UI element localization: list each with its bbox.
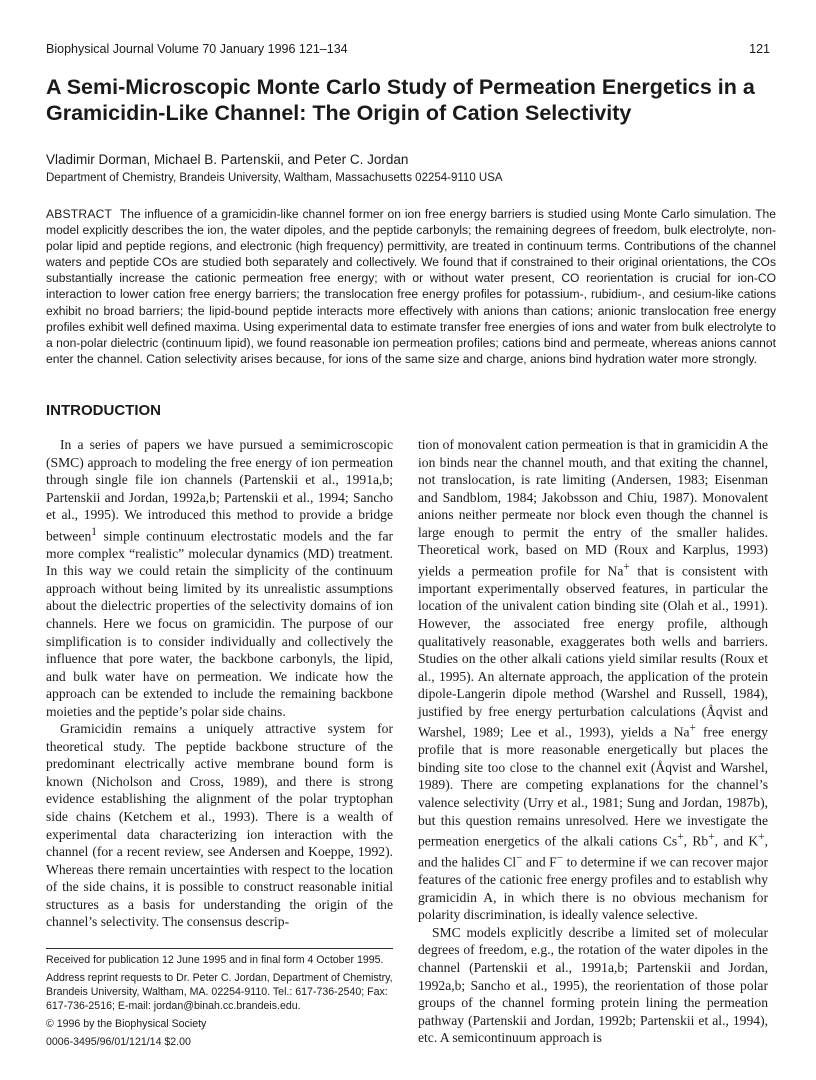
- article-title: A Semi-Microscopic Monte Carlo Study of Permeation Energetics in a Gramicidin-Like Channel: The Origin of Cation Selectivity: [46, 75, 755, 125]
- section-heading-introduction: INTRODUCTION: [46, 402, 161, 419]
- superscript: −: [516, 852, 523, 865]
- left-column: [46, 436, 393, 931]
- paragraph-text: free energy profile that is more reasonable energetically but places the binding site too close to the channel exit (Åqvist and Warshel, 1989). There are competing explanations for the channel’s valence selectivity (Urry et al., 1981; Sung and Jordan, 1987b), but this question remains unresolved. Here we investigate the permeation energetics of the alkali cations Cs: [418, 724, 768, 849]
- received-date-note: Received for publication 12 June 1995 and in final form 4 October 1995.: [46, 954, 384, 966]
- paragraph-text: and F: [522, 854, 557, 870]
- footnote-divider: [46, 948, 393, 949]
- paragraph: SMC models explicitly describe a limited set of molecular degrees of freedom, e.g., the rotation of the water dipoles in the channel (Partenskii et al., 1991a,b; Partenskii and Jordan, 1992a,b; Sancho et al., 1995), the reorientation of those polar groups of the channel forming protein lining the permeation pathway (Partenskii and Jordan, 1992b; Partenskii et al., 1994), etc. A semicontinuum approach is: [418, 924, 768, 1046]
- page-number: 121: [749, 42, 770, 56]
- author-list: Vladimir Dorman, Michael B. Partenskii, and Peter C. Jordan: [46, 152, 409, 167]
- superscript: +: [758, 831, 765, 844]
- superscript: +: [623, 560, 630, 573]
- superscript: +: [677, 831, 684, 844]
- paragraph-text: to determine if we can recover major features of the cationic free energy profiles and to establish why gramicidin A, in which there is no obvious mechanism for polarity discrimination, is ideally valence selective.: [418, 854, 769, 923]
- superscript: +: [689, 722, 696, 735]
- running-head: [46, 42, 770, 60]
- paragraph: [418, 436, 768, 924]
- superscript: +: [708, 831, 715, 844]
- paragraph: Gramicidin remains a uniquely attractive system for theoretical study. The peptide backbone structure of the predominant electrically active membrane bound form is known (Nicholson and Cross, 1989), and there is strong evidence establishing the alignment of the polar tryptophan side chains (Ketchem et al., 1993). There is a wealth of experimental data characterizing ion interaction with the channel (for a recent review, see Andersen and Koeppe, 1992). Whereas there remain uncertainties with respect to the location of the side chains, it is possible to construct reasonable initial structures as a basis for understanding the origin of the channel’s selectivity. The consensus descrip-: [46, 721, 393, 930]
- footnotes: [46, 953, 393, 1053]
- footnote-marker: 1: [91, 525, 97, 538]
- paragraph-text: , and K: [714, 833, 759, 849]
- abstract-label: ABSTRACT: [46, 207, 113, 221]
- abstract-text: The influence of a gramicidin-like channel former on ion free energy barriers is studied using Monte Carlo simulation. The model explicitly describes the ion, the water dipoles, and the peptide carbonyls; the remaining degrees of freedom, bulk electrolyte, non-polar lipid and peptide regions, and electronic (high frequency) permittivity, are treated in continuum terms. Contributions of the channel waters and peptide COs are studied both separately and collectively. We found that if constrained to their original orientations, the COs substantially increase the cationic permeation free energy; with or without water present, CO reorientation is crucial for ion-CO interaction to lower cation free energy barriers; the translocation free energy profiles for potassium-, rubidium-, and cesium-like cations exhibit no broad barriers; the lipid-bound peptide interacts more effectively with anions than cations; anionic translocation free energy profiles exhibit well defined maxima. Using experimental data to estimate transfer free energies of ions and water from bulk electrolyte to a non-polar dielectric (continuum lipid), we found reasonable ion permeation profiles; cations bind and permeate, whereas anions cannot enter the channel. Cation selectivity arises because, for ions of the same size and charge, anions bind hydration water more strongly.: [46, 207, 776, 366]
- paragraph-text: In a series of papers we have pursued a semimicroscopic (SMC) approach to modeling the free energy of ion permeation through single file ion channels (Partenskii et al., 1991a,b; Partenskii and Jordan, 1992a,b; Partenskii et al., 1994; Sancho et al., 1995). We introduced this method to provide a bridge between: [46, 437, 393, 544]
- publication-code: 0006-3495/96/01/121/14 $2.00: [46, 1036, 191, 1048]
- right-column: [418, 436, 768, 1047]
- author-affiliation: Department of Chemistry, Brandeis University, Waltham, Massachusetts 02254-9110 USA: [46, 172, 503, 184]
- paragraph-text: that is consistent with important experimentally observed features, in particular the location of the univalent cation binding site (Olah et al., 1991). However, the associated free energy profile, although qualitatively reasonable, exaggerates both wells and barriers. Studies on the other alkali cations yield similar results (Roux et al., 1995). An alternate approach, the application of the protein dipole-Langerin dipole method (Warshel and Russell, 1984), justified by free energy perturbation calculations (Åqvist and Warshel, 1989; Lee et al., 1993), yields a Na: [418, 563, 769, 740]
- paragraph-text: , Rb: [683, 833, 709, 849]
- superscript: −: [556, 852, 564, 865]
- reprint-address-note: Address reprint requests to Dr. Peter C. Jordan, Department of Chemistry, Brandeis University, Waltham, MA. 02254-9110. Tel.: 617-736-2540; Fax: 617-736-2516; E-mail: jordan@binah.cc.brandeis.edu.: [46, 972, 393, 1012]
- journal-citation: Biophysical Journal Volume 70 January 1996 121–134: [46, 42, 348, 56]
- copyright-note: © 1996 by the Biophysical Society: [46, 1018, 207, 1030]
- paragraph-text: tion of monovalent cation permeation is that in gramicidin A the ion binds near the channel mouth, and that exiting the channel, not translocation, is rate limiting (Andersen, 1983; Eisenman and Sandblom, 1984; Jakobsson and Chiu, 1987). Monovalent anions neither permeate nor block even though the channel is large enough to permit the entry of the smaller halides. Theoretical work, based on MD (Roux and Karplus, 1993) yields a permeation profile for Na: [418, 437, 768, 579]
- abstract: [46, 206, 776, 367]
- paragraph-text: simple continuum electrostatic models and the far more complex “realistic” molecular dynamics (MD) treatment. In this way we could retain the simplicity of the continuum approach without being limited by its unrealistic assumptions about the dielectric properties of the selectivity domains of ion channels. Here we focus on gramicidin. The purpose of our simplification is to consider individually and collectively the influence that pore water, the backbone carbonyls, the lipid, and bulk water have on permeation. We indicate how the approach can be extended to include the remaining backbone moieties and the peptide’s polar side chains.: [46, 528, 393, 719]
- paragraph-text: , and the halides Cl: [418, 833, 768, 870]
- paragraph: [46, 436, 393, 720]
